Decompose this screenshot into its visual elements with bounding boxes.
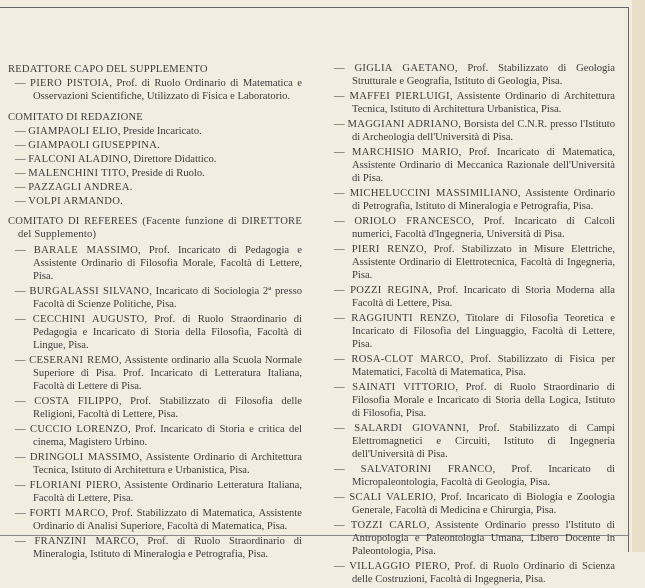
entry-text: , Incaricato di Sociologia 2ª presso Facoltà di Scienze Politiche, Pisa.	[33, 286, 303, 310]
committee-list	[8, 125, 302, 209]
entry-text: , Prof. Stabilizzato in Misure Elettriche, Assistente Ordinario di Elettrotecnica, Facoltà di Ingegneria, Pisa.	[352, 244, 616, 281]
dash: —	[334, 313, 345, 324]
list-item	[327, 90, 615, 116]
entry-name: MALENCHINI TITO	[28, 168, 127, 179]
dash: —	[334, 492, 345, 503]
entry-text: , Prof. Incaricato di Storia e critica del cinema, Magistero Urbino.	[33, 424, 302, 448]
dash: —	[334, 382, 345, 393]
entry-name: VILLAGGIO PIERO	[349, 561, 448, 572]
list-item	[8, 395, 302, 421]
editor-entry	[8, 77, 302, 103]
entry-name: FALCONI ALADINO	[28, 154, 129, 165]
entry-text: , Prof. di Ruolo Straordinario di Mineralogia, Istituto di Mineralogia e Petrografia, Pisa.	[33, 536, 302, 560]
dash: —	[15, 78, 26, 89]
dash: —	[334, 119, 345, 130]
entry-name: FRANZINI MARCO	[34, 536, 136, 547]
entry-name: CESERANI REMO	[29, 355, 119, 366]
entry-text: , Assistente Ordinario di Architettura Tecnica, Istituto di Architettura Urbanistica, Pisa.	[352, 91, 615, 115]
list-item	[8, 244, 302, 283]
list-item	[327, 381, 615, 420]
entry-text: , Assistente Ordinario presso l'Istituto di Antropologia e Paleontologia Umana, Libero Docente in Paleontologia, Pisa.	[352, 520, 615, 557]
dash: —	[15, 424, 26, 435]
referees-list-right	[327, 62, 615, 588]
entry-name: CUCCIO LORENZO	[29, 424, 128, 435]
list-item	[327, 491, 615, 517]
list-item	[8, 167, 302, 180]
committee-heading: COMITATO DI REDAZIONE	[8, 112, 143, 123]
list-item	[8, 354, 302, 393]
page-edge	[632, 0, 645, 552]
list-item	[8, 507, 302, 533]
list-item	[327, 62, 615, 88]
entry-name: MAGGIANI ADRIANO	[347, 119, 459, 130]
right-rule	[628, 7, 629, 552]
dash: —	[334, 423, 345, 434]
entry-name: GIAMPAOLI GIUSEPPINA	[28, 140, 158, 151]
entry-name: FORTI MARCO	[29, 508, 106, 519]
entry-name: COSTA FILIPPO	[34, 396, 119, 407]
entry-text: , Prof. Stabilizzato di Matematica, Assistente Ordinario di Analisi Superiore, Facoltà di Matematica, Pisa.	[33, 508, 302, 532]
dash: —	[15, 245, 26, 256]
entry-text: , Assistente Ordinario Letteratura Italiana, Facoltà di Lettere, Pisa.	[33, 480, 302, 504]
dash: —	[334, 520, 345, 531]
editor-heading: REDATTORE CAPO DEL SUPPLEMENTO	[8, 64, 208, 75]
dash: —	[15, 168, 26, 179]
list-item	[8, 535, 302, 561]
entry-text: , Prof. Incaricato di Calcoli numerici, Facoltà d'Ingegneria, Università di Pisa.	[352, 216, 615, 240]
entry-name: BARALE MASSIMO	[33, 245, 139, 256]
entry-name: MICHELUCCINI MASSIMILIANO	[349, 188, 518, 199]
dash: —	[15, 508, 26, 519]
entry-name: SALARDI GIOVANNI	[354, 423, 467, 434]
entry-text: .	[120, 196, 123, 207]
dash: —	[15, 286, 26, 297]
entry-name: ROSA-CLOT MARCO	[351, 354, 461, 365]
list-item	[327, 118, 615, 144]
entry-name: CECCHINI AUGUSTO	[32, 314, 145, 325]
entry-text: , Prof. di Ruolo Ordinario di Scienza delle Costruzioni, Facoltà di Ingegneria, Pisa.	[352, 561, 615, 585]
entry-name: MAFFEI PIERLUIGI	[349, 91, 450, 102]
entry-text: , Prof. di Ruolo Straordinario di Filosofia Morale e Incaricato di Storia della Logica, Istituto di Filosofia, Pisa.	[352, 382, 616, 419]
dash: —	[334, 216, 345, 227]
referees-list-left	[8, 244, 302, 563]
entry-name: SAINATI VITTORIO	[352, 382, 456, 393]
dash: —	[334, 188, 345, 199]
dash: —	[15, 196, 26, 207]
dash: —	[15, 154, 26, 165]
list-item	[8, 423, 302, 449]
entry-text: , Prof. Stabilizzato di Geologia Strutturale e Geografia, Istituto di Geologia, Pisa.	[352, 63, 615, 87]
list-item	[327, 146, 615, 185]
dash: —	[334, 354, 345, 365]
dash: —	[334, 464, 345, 475]
list-item	[8, 451, 302, 477]
list-item	[8, 479, 302, 505]
entry-name: MARCHISIO MARIO	[351, 147, 459, 158]
entry-name: SALVATORINI FRANCO	[360, 464, 493, 475]
entry-name: PIERI RENZO	[351, 244, 424, 255]
list-item	[8, 153, 302, 166]
entry-text: , Assistente Ordinario di Petrografia, Istituto di Mineralogia e Petrografia, Pisa.	[352, 188, 615, 212]
list-item	[327, 284, 615, 310]
dash: —	[334, 561, 345, 572]
entry-name: BURGALASSI SILVANO	[29, 286, 150, 297]
left-column	[8, 63, 302, 563]
entry-name: PIERO PISTOIA	[30, 78, 110, 89]
list-item	[8, 181, 302, 194]
entry-text: , Preside di Ruolo.	[126, 168, 205, 179]
dash: —	[334, 91, 345, 102]
entry-text: , Assistente ordinario alla Scuola Normale Superiore di Pisa. Prof. Incaricato di Letteratura Italiana, Facoltà di Lettere di Pisa.	[33, 355, 302, 392]
dash: —	[15, 126, 26, 137]
entry-text: , Titolare di Filosofia Teoretica e Incaricato di Filosofia del Linguaggio, Facoltà di Lettere, Pisa.	[352, 313, 615, 350]
list-item	[327, 243, 615, 282]
dash: —	[15, 452, 26, 463]
entry-name: PAZZAGLI ANDREA	[28, 182, 130, 193]
list-item	[8, 125, 302, 138]
list-item	[8, 313, 302, 352]
entry-text: , Prof. Stabilizzato di Campi Elettromagnetici e Circuiti, Istituto di Ingegneria dell'Università di Pisa.	[352, 423, 616, 460]
dash: —	[15, 480, 26, 491]
dash: —	[15, 140, 26, 151]
referees-heading: COMITATO DI REFEREES (Facente funzione di DIRETTORE del Supplemento)	[8, 216, 302, 240]
entry-name: TOZZI CARLO	[350, 520, 427, 531]
entry-name: GIGLIA GAETANO	[354, 63, 455, 74]
entry-name: FLORIANI PIERO	[29, 480, 118, 491]
list-item	[327, 560, 615, 586]
entry-text: , Prof. Incaricato di Storia Moderna alla Facoltà di Lettere, Pisa.	[352, 285, 615, 309]
dash: —	[15, 314, 26, 325]
entry-name: RAGGIUNTI RENZO	[351, 313, 457, 324]
entry-text: , Borsista del C.N.R. presso l'Istituto di Archeologia dell'Università di Pisa.	[352, 119, 615, 143]
list-item	[8, 139, 302, 152]
entry-text: , Prof. Incaricato di Micropaleontologia, Facoltà di Geologia, Pisa.	[352, 464, 615, 488]
entry-name: SCALI VALERIO	[349, 492, 434, 503]
entry-text: , Prof. Incaricato di Biologia e Zoologia Generale, Facoltà di Medicina e Chirurgia, Pisa.	[352, 492, 615, 516]
list-item	[327, 353, 615, 379]
dash: —	[15, 396, 26, 407]
list-item	[8, 285, 302, 311]
entry-text: , Prof. di Ruolo Ordinario di Matematica e Osservazioni Scientifiche, Utilizzato di Fisica e Laboratorio.	[33, 78, 302, 102]
list-item	[327, 422, 615, 461]
list-item	[327, 519, 615, 558]
entry-text: , Prof. Stabilizzato di Filosofia delle Religioni, Facoltà di Lettere, Pisa.	[33, 396, 303, 420]
entry-text: , Prof. di Ruolo Straordinario di Pedagogia e Incaricato di Storia della Filosofia, Facoltà di Lingue, Pisa.	[33, 314, 303, 351]
entry-text: , Prof. Incaricato di Matematica, Assistente Ordinario di Meccanica Razionale dell'Università di Pisa.	[352, 147, 615, 184]
top-rule	[0, 7, 628, 8]
entry-text: , Direttore Didattico.	[128, 154, 217, 165]
list-item	[327, 187, 615, 213]
entry-text: , Assistente Ordinario di Architettura Tecnica, Istituto di Architettura e Urbanistica, Pisa.	[33, 452, 302, 476]
entry-text: .	[129, 182, 133, 193]
list-item	[327, 463, 615, 489]
entry-name: GIAMPAOLI ELIO	[28, 126, 118, 137]
entry-text: , Preside Incaricato.	[117, 126, 202, 137]
dash: —	[15, 182, 26, 193]
entry-text: , Prof. Stabilizzato di Fisica per Matematici, Facoltà di Matematica, Pisa.	[352, 354, 615, 378]
entry-text: .	[157, 140, 160, 151]
list-item	[327, 215, 615, 241]
dash: —	[334, 244, 345, 255]
dash: —	[15, 355, 26, 366]
entry-name: ORIOLO FRANCESCO	[354, 216, 472, 227]
list-item	[8, 195, 302, 208]
entry-name: VOLPI ARMANDO	[28, 196, 121, 207]
dash: —	[15, 536, 26, 547]
entry-name: DRINGOLI MASSIMO	[29, 452, 140, 463]
entry-name: POZZI REGINA	[350, 285, 430, 296]
entry-text: , Prof. Incaricato di Pedagogia e Assistente Ordinario di Filosofia Morale, Facoltà di Lettere, Pisa.	[33, 245, 302, 282]
dash: —	[334, 147, 345, 158]
list-item	[327, 312, 615, 351]
dash: —	[334, 63, 345, 74]
dash: —	[334, 285, 345, 296]
